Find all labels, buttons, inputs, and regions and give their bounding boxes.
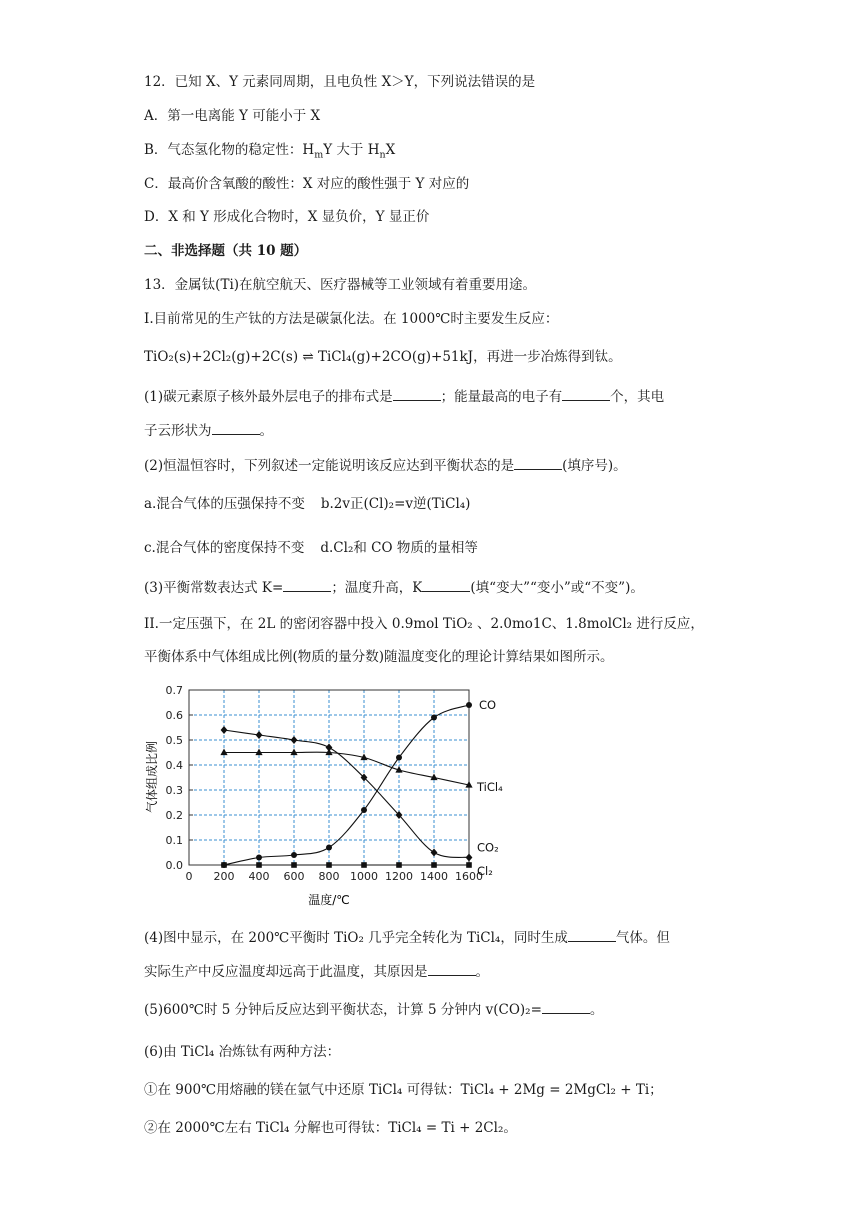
q13-part2-line2: 平衡体系中气体组成比例(物质的量分数)随温度变化的理论计算结果如图所示。 [144,649,614,665]
x-tick-label: 1600 [455,870,483,883]
x-tick-label: 400 [248,870,270,883]
series-label: CO [479,698,497,712]
q13-s3 [144,578,644,598]
q13-s2-text-a: (2)恒温恒容时，下列叙述一定能说明该反应达到平衡状态的是 [144,458,515,474]
q12-option-a: A．第一电离能 Y 可能小于 X [144,108,321,124]
y-tick-label: 0.0 [165,859,183,872]
q13-s6: (6)由 TiCl₄ 冶炼钛有两种方法： [144,1044,341,1060]
y-tick-label: 0.3 [165,784,183,797]
q13-option-b: b.2v正(Cl)₂=v逆(TiCl₄) [320,496,471,512]
x-tick-label: 1200 [385,870,413,883]
q13-equation-tail: ，再进一步冶炼得到钛。 [473,349,622,365]
data-point [221,862,227,868]
data-point [326,744,333,752]
q12-option-b-sub-m: m [314,149,324,161]
q13-s4-line1 [144,928,670,948]
x-tick-label: 200 [213,870,235,883]
q13-s4-text-b: 气体。但 [615,930,670,946]
q13-s5-text-b: 。 [589,1002,604,1018]
answer-blank[interactable] [562,400,610,401]
q13-s6-method1: ①在 900℃用熔融的镁在氩气中还原 TiCl₄ 可得钛：TiCl₄ + 2Mg = 2MgCl₂ + Ti； [144,1082,663,1098]
q13-s3-text-b: ；温度升高，K [331,580,423,596]
answer-blank[interactable] [428,975,476,976]
chart-series [220,702,472,868]
q13-s6-method2: ②在 2000℃左右 TiCl₄ 分解也可得钛：TiCl₄ = Ti + 2Cl₂。 [144,1120,517,1136]
y-tick-label: 0.2 [165,809,183,822]
x-tick-label: 1400 [420,870,448,883]
y-tick-label: 0.6 [165,709,183,722]
q13-s1-text-b: ；能量最高的电子有 [440,389,563,405]
section-heading: 二、非选择题（共 10 题） [144,243,308,259]
answer-blank[interactable] [542,1013,590,1014]
y-tick-label: 0.7 [165,684,183,697]
x-axis-label: 温度/℃ [308,893,350,907]
q13-option-c: c.混合气体的密度保持不变 [144,540,305,556]
q13-s2-options-ab [144,494,470,514]
data-point [326,862,332,868]
q13-equation-line [144,347,622,367]
answer-blank[interactable] [514,469,562,470]
data-point [361,807,367,813]
data-point [255,749,262,756]
q12-option-b-mid: Y 大于 H [323,142,380,158]
answer-blank[interactable] [283,591,331,592]
data-point [256,862,262,868]
data-point [291,852,297,858]
data-point [431,849,438,857]
x-tick-label: 600 [283,870,305,883]
x-tick-label: 1000 [350,870,378,883]
answer-blank[interactable] [212,434,260,435]
q13-s5-text-a: (5)600℃时 5 分钟后反应达到平衡状态，计算 5 分钟内 v(CO)₂= [144,1002,542,1018]
answer-blank[interactable] [568,941,616,942]
answer-blank[interactable] [393,400,441,401]
q13-s1-text-d: 子云形状为 [144,423,212,439]
data-point [221,726,228,734]
data-point [291,736,298,744]
q13-stem: 13．金属钛(Ti)在航空航天、医疗器械等工业领域有着重要用途。 [144,277,537,293]
q13-s3-text-c: (填“变大”“变小”或“不变”)。 [470,580,644,596]
q12-option-d: D．X 和 Y 形成化合物时，X 显负价，Y 显正价 [144,209,430,225]
chart-series-labels [476,698,503,878]
data-point [431,715,437,721]
y-tick-label: 0.4 [165,759,183,772]
y-tick-label: 0.5 [165,734,183,747]
data-point [396,755,402,761]
q13-s4-text-d: 。 [475,964,489,980]
q12-stem: 12．已知 X、Y 元素同周期，且电负性 X＞Y，下列说法错误的是 [144,74,536,90]
data-point [220,749,227,756]
series-label: CO₂ [477,840,499,855]
q13-s2-options-cd [144,538,478,558]
q12-option-b-post: X [385,142,396,158]
composition-chart [145,680,510,910]
series-label: Cl₂ [477,864,493,878]
chart-grid [189,690,469,865]
data-point [256,855,262,861]
series-line [224,730,469,858]
q13-s4-line2 [144,962,489,982]
data-point [256,731,263,739]
q13-part2-line1: II.一定压强下，在 2L 的密闭容器中投入 0.9mol TiO₂ 、2.0mo1C、1.8molCl₂ 进行反应， [144,616,704,632]
q13-option-d: d.Cl₂和 CO 物质的量相等 [320,540,478,556]
data-point [466,862,472,868]
q13-option-a: a.混合气体的压强保持不变 [144,496,305,512]
data-point [291,862,297,868]
q13-s3-text-a: (3)平衡常数表达式 K= [144,580,284,596]
q13-s1-line1 [144,387,664,407]
series-label: TiCl₄ [477,780,503,794]
data-point [326,845,332,851]
data-point [466,854,473,862]
series-line [224,705,469,865]
y-axis-label: 气体组成比例 [145,740,159,814]
q13-s2 [144,456,627,476]
q13-s1-text-a: (1)碳元素原子核外最外层电子的排布式是 [144,389,393,405]
answer-blank[interactable] [422,591,470,592]
data-point [431,862,437,868]
q13-part1-intro: I.目前常见的生产钛的方法是碳氯化法。在 1000℃时主要发生反应： [144,311,559,327]
y-tick-label: 0.1 [165,834,183,847]
q12-option-b-sub-n: n [379,149,386,161]
q13-s1-text-e: 。 [259,423,273,439]
q13-s2-text-b: (填序号)。 [562,458,627,474]
data-point [290,749,297,756]
q12-option-b-pre: B．气态氢化物的稳定性：H [144,142,315,158]
data-point [466,702,472,708]
q13-s4-text-a: (4)图中显示，在 200℃平衡时 TiO₂ 几乎完全转化为 TiCl₄，同时生成 [144,930,568,946]
data-point [361,862,367,868]
data-point [396,862,402,868]
x-tick-label: 0 [185,870,193,883]
q13-s4-text-c: 实际生产中反应温度却远高于此温度，其原因是 [144,964,428,980]
q12-option-c: C．最高价含氧酸的酸性：X 对应的酸性强于 Y 对应的 [144,176,470,192]
q13-equation: TiO₂(s)+2Cl₂(g)+2C(s) ⇌ TiCl₄(g)+2CO(g)+51kJ [144,349,474,365]
q13-s1-line2 [144,421,273,441]
q12-option-b [144,140,395,160]
x-tick-label: 800 [318,870,340,883]
q13-s1-text-c: 个，其电 [610,389,665,405]
q13-s5 [144,1000,603,1020]
